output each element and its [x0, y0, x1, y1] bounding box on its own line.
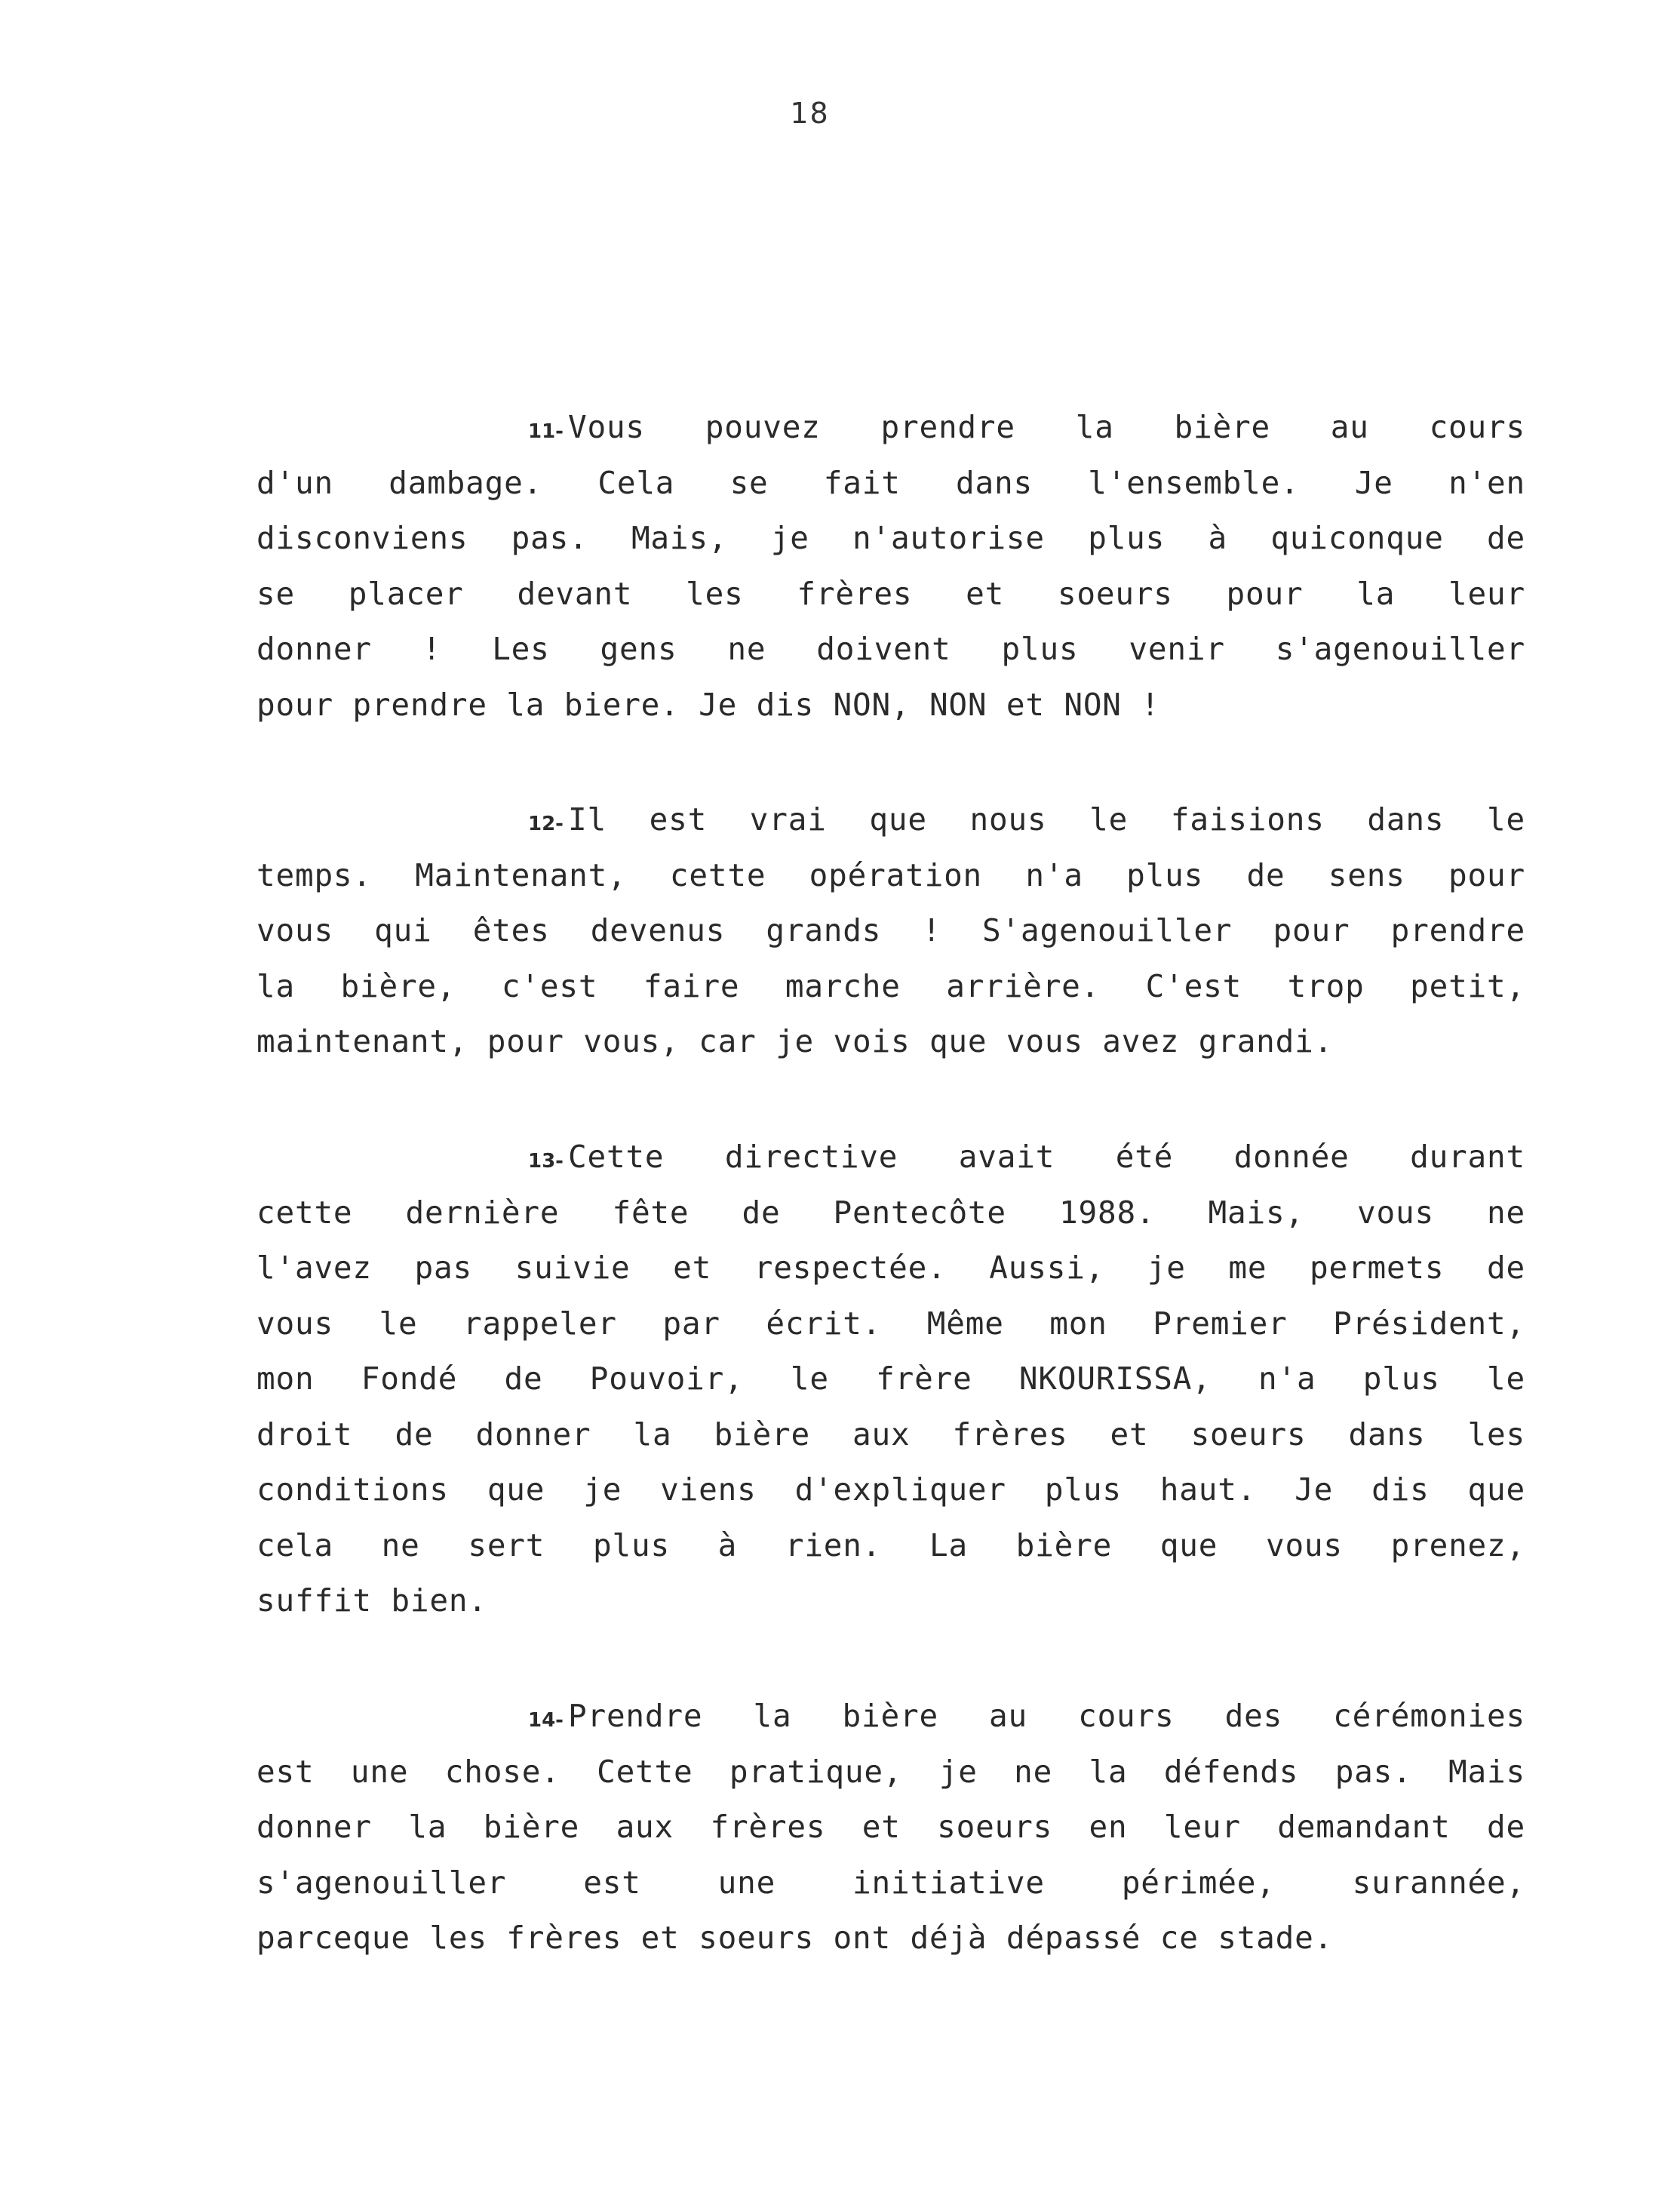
- paragraph-first-line: [256, 792, 1525, 848]
- text-line: parceque les frères et soeurs ont déjà dépassé ce stade.: [256, 1920, 1334, 1956]
- text-line: donner ! Les gens ne doivent plus venir s'agenouiller: [256, 631, 1525, 667]
- text-line: la bière, c'est faire marche arrière. C'est trop petit,: [256, 967, 1525, 1004]
- text-line: pour prendre la biere. Je dis NON, NON et NON !: [256, 686, 1160, 723]
- text-line: l'avez pas suivie et respectée. Aussi, je me permets de: [256, 1250, 1525, 1286]
- paragraph-number: 13-: [528, 1150, 564, 1173]
- text-line: mon Fondé de Pouvoir, le frère NKOURISSA, n'a plus le: [256, 1360, 1525, 1397]
- text-line: donner la bière aux frères et soeurs en leur demandant de: [256, 1809, 1525, 1845]
- text-line: disconviens pas. Mais, je n'autorise plus à quiconque de: [256, 520, 1525, 556]
- text-line: se placer devant les frères et soeurs pour la leur: [256, 575, 1525, 612]
- text-line: vous le rappeler par écrit. Même mon Premier Président,: [256, 1305, 1525, 1342]
- text-line: Vous pouvez prendre la bière au cours: [567, 409, 1525, 445]
- text-line: droit de donner la bière aux frères et soeurs dans les: [256, 1416, 1525, 1453]
- text-line: maintenant, pour vous, car je vois que vous avez grandi.: [256, 1023, 1334, 1059]
- paragraph-first-line: [256, 400, 1525, 456]
- paragraph-first-line: [256, 1130, 1525, 1185]
- paragraph-number: 11-: [528, 420, 564, 443]
- page-number: 18: [790, 97, 830, 130]
- text-line: s'agenouiller est une initiative périmée, surannée,: [256, 1864, 1525, 1901]
- paragraph-12: [256, 792, 1525, 1070]
- text-line: conditions que je viens d'expliquer plus haut. Je dis que: [256, 1471, 1525, 1508]
- text-line: cela ne sert plus à rien. La bière que vous prenez,: [256, 1527, 1525, 1563]
- text-line: d'un dambage. Cela se fait dans l'ensemble. Je n'en: [256, 464, 1525, 501]
- text-line: vous qui êtes devenus grands ! S'agenouiller pour prendre: [256, 912, 1525, 948]
- paragraph-number: 14-: [528, 1709, 564, 1732]
- paragraph-11: [256, 400, 1525, 733]
- text-line: est une chose. Cette pratique, je ne la défends pas. Mais: [256, 1753, 1525, 1790]
- paragraph-first-line: [256, 1689, 1525, 1745]
- text-line: cette dernière fête de Pentecôte 1988. Mais, vous ne: [256, 1194, 1525, 1231]
- text-line: temps. Maintenant, cette opération n'a plus de sens pour: [256, 856, 1525, 893]
- text-line: Il est vrai que nous le faisions dans le: [567, 801, 1525, 838]
- paragraph-13: [256, 1130, 1525, 1629]
- paragraph-14: [256, 1689, 1525, 1966]
- text-line: suffit bien.: [256, 1582, 487, 1619]
- text-line: Prendre la bière au cours des cérémonies: [567, 1698, 1525, 1734]
- paragraph-number: 12-: [528, 813, 564, 835]
- text-line: Cette directive avait été donnée durant: [567, 1139, 1525, 1175]
